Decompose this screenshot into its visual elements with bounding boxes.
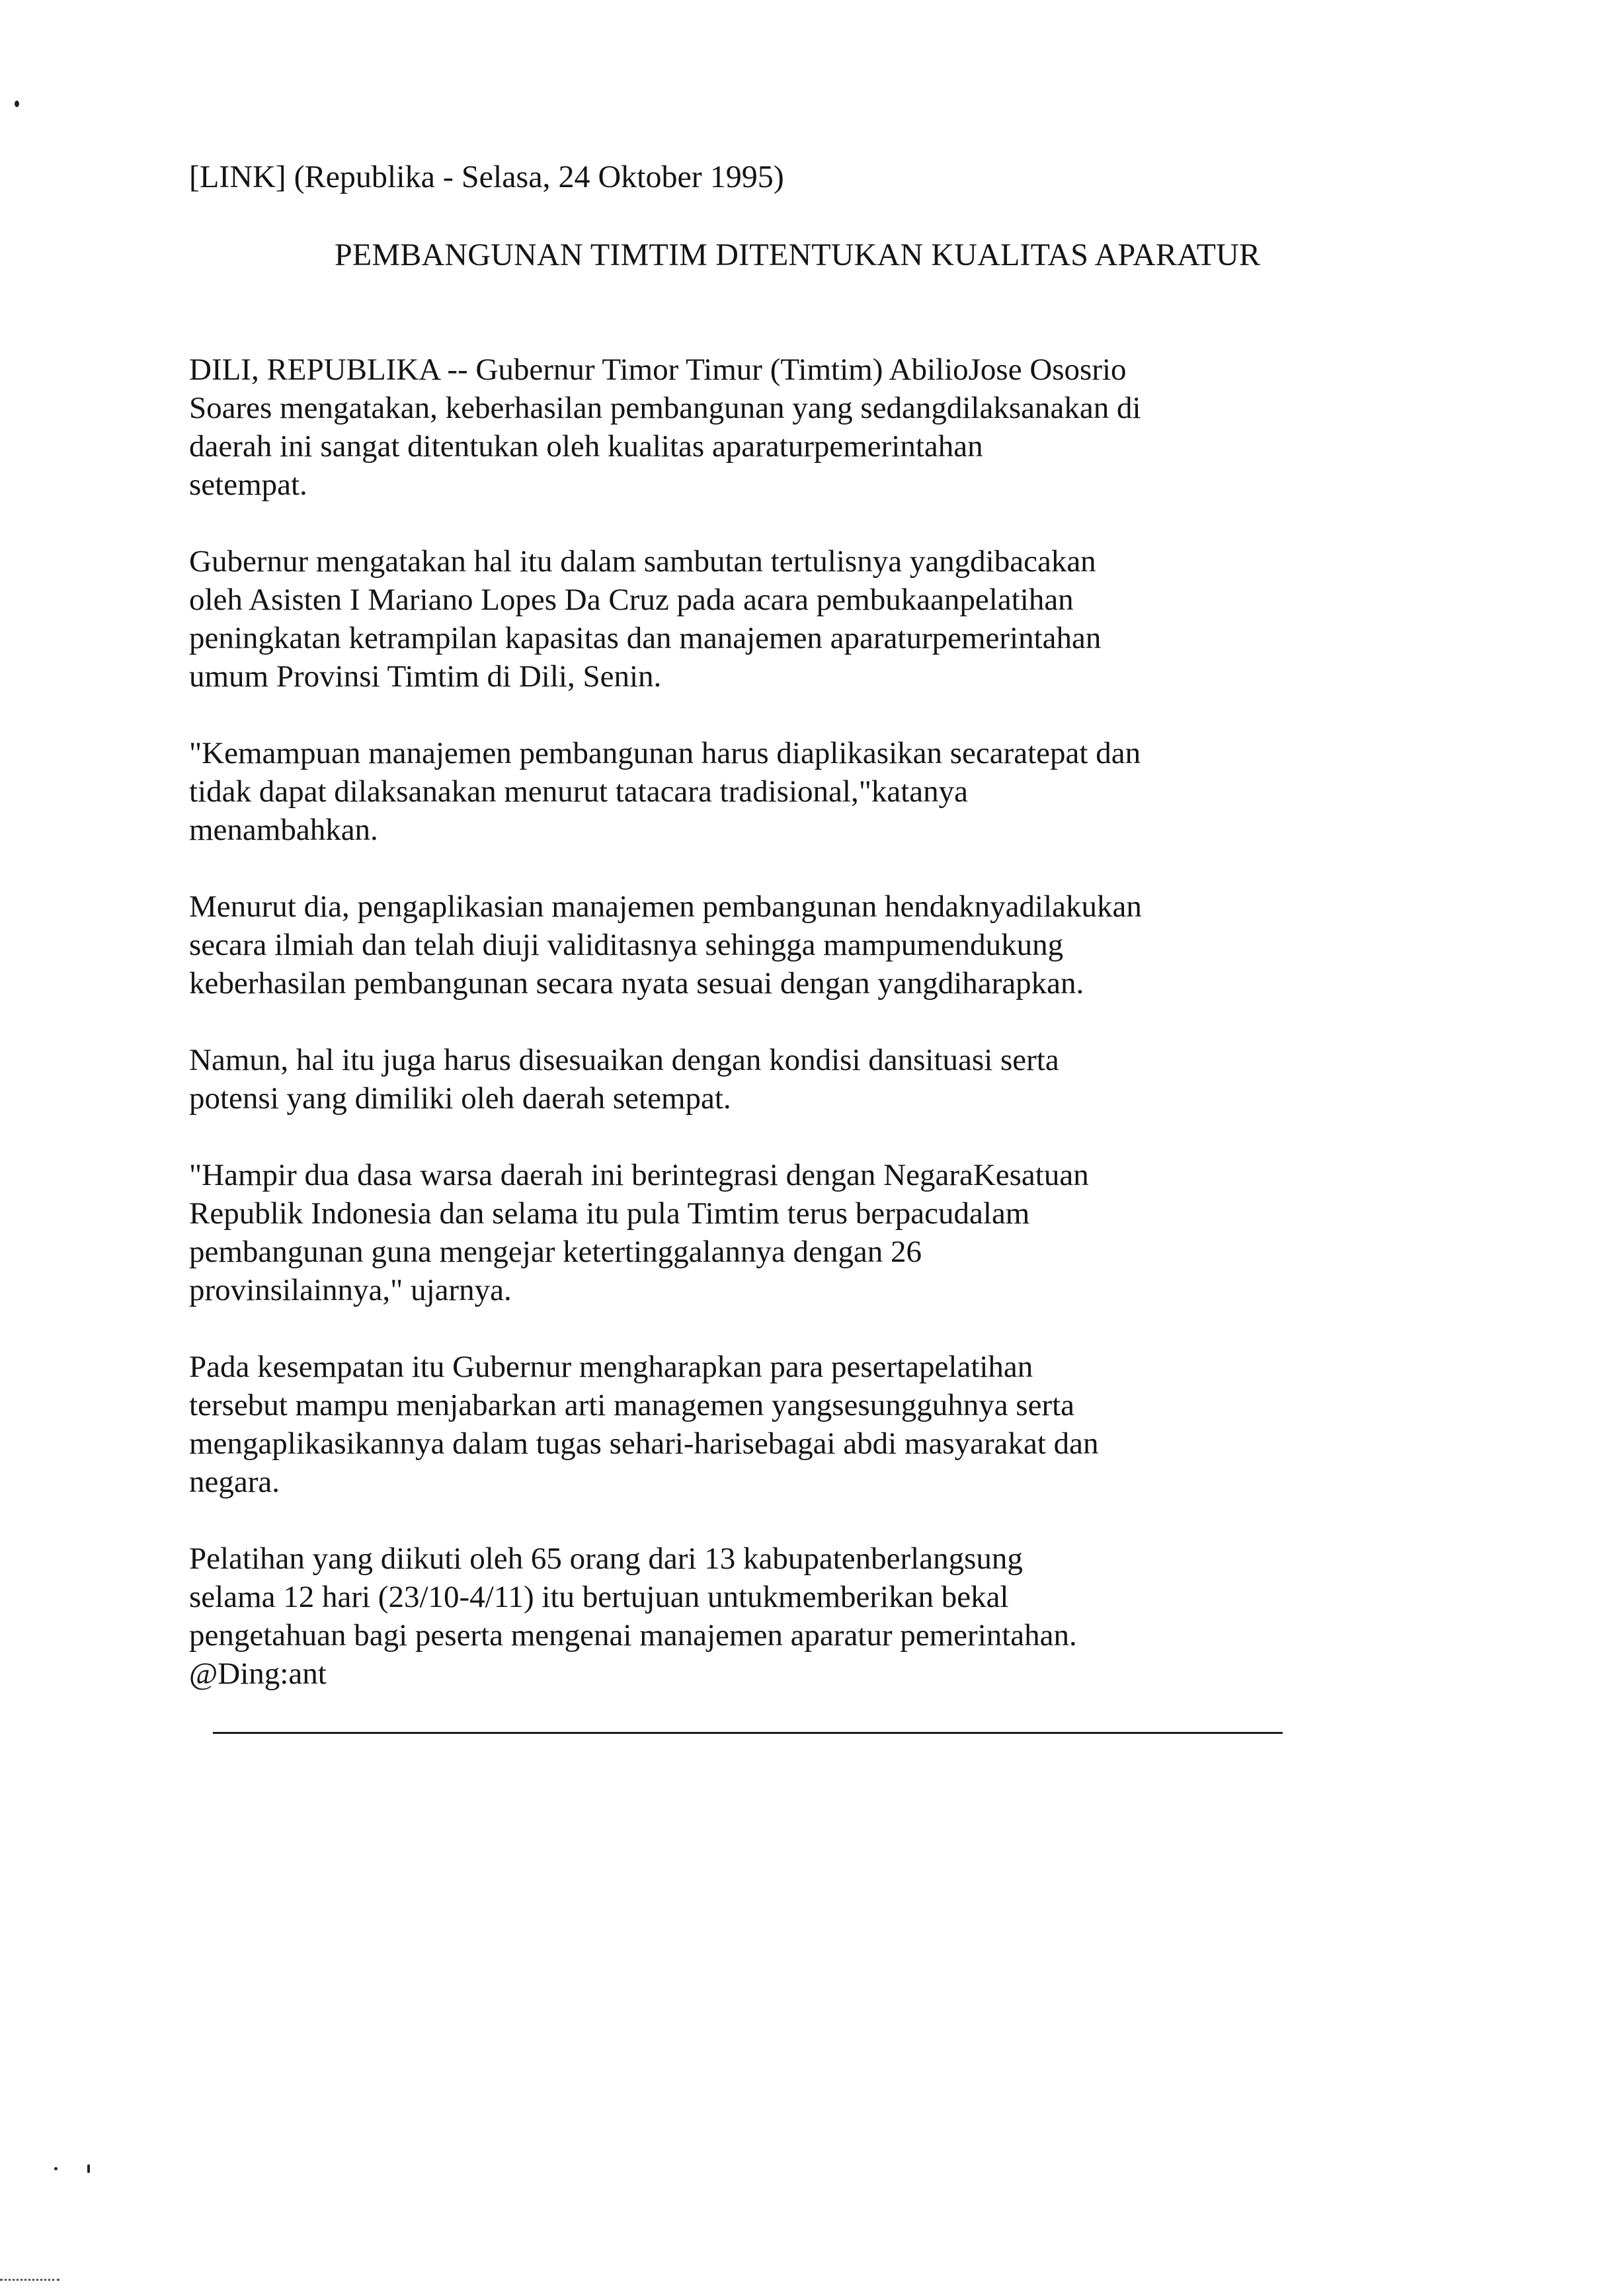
text-line: Republik Indonesia dan selama itu pula Timtim terus berpacudalam [189, 1196, 1030, 1231]
article-headline: PEMBANGUNAN TIMTIM DITENTUKAN KUALITAS APARATUR [335, 237, 1261, 272]
text-line: selama 12 hari (23/10-4/11) itu bertujuan untukmemberikan bekal [189, 1580, 1009, 1614]
text-line: setempat. [189, 468, 307, 502]
scan-edge-mark [0, 2279, 60, 2281]
text-line: Soares mengatakan, keberhasilan pembangunan yang sedangdilaksanakan di [189, 391, 1141, 425]
text-line: Menurut dia, pengaplikasian manajemen pembangunan hendaknyadilakukan [189, 889, 1142, 924]
text-line: negara. [189, 1465, 280, 1499]
text-line: Gubernur mengatakan hal itu dalam sambutan tertulisnya yangdibacakan [189, 544, 1096, 579]
text-line: oleh Asisten I Mariano Lopes Da Cruz pada acara pembukaanpelatihan [189, 583, 1074, 617]
text-line: "Hampir dua dasa warsa daerah ini berintegrasi dengan NegaraKesatuan [189, 1158, 1089, 1192]
text-line: pengetahuan bagi peserta mengenai manajemen aparatur pemerintahan. [189, 1618, 1077, 1653]
text-line: tidak dapat dilaksanakan menurut tatacara tradisional,"katanya [189, 774, 969, 809]
paragraph [189, 1041, 1326, 1118]
end-of-article-rule [213, 1732, 1283, 1734]
text-line: menambahkan. [189, 813, 378, 847]
text-line: keberhasilan pembangunan secara nyata sesuai dengan yangdiharapkan. [189, 966, 1084, 1001]
text-line: provinsilainnya," ujarnya. [189, 1273, 512, 1307]
text-line: "Kemampuan manajemen pembangunan harus diaplikasikan secaratepat dan [189, 736, 1141, 770]
text-line: tersebut mampu menjabarkan arti managemen yangsesungguhnya serta [189, 1388, 1075, 1422]
scan-speck [15, 101, 19, 107]
text-line: secara ilmiah dan telah diuji validitasnya sehingga mampumendukung [189, 928, 1064, 962]
paragraph [189, 887, 1326, 1003]
paragraph [189, 1348, 1326, 1501]
source-dateline: [LINK] (Republika - Selasa, 24 Oktober 1995) [189, 159, 784, 194]
paragraph [189, 542, 1326, 696]
text-line: daerah ini sangat ditentukan oleh kualitas aparaturpemerintahan [189, 429, 983, 464]
text-line: Namun, hal itu juga harus disesuaikan dengan kondisi dansituasi serta [189, 1043, 1059, 1077]
text-line: pembangunan guna mengejar ketertinggalannya dengan 26 [189, 1235, 922, 1269]
paragraph [189, 1156, 1326, 1309]
article-body [189, 350, 1326, 1731]
scan-speck [54, 2167, 58, 2170]
text-line: DILI, REPUBLIKA -- Gubernur Timor Timur (Timtim) AbilioJose Ososrio [189, 352, 1127, 387]
text-line: potensi yang dimiliki oleh daerah setempat. [189, 1081, 731, 1116]
text-line: mengaplikasikannya dalam tugas sehari-harisebagai abdi masyarakat dan [189, 1426, 1099, 1461]
text-line: umum Provinsi Timtim di Dili, Senin. [189, 659, 662, 694]
text-line: peningkatan ketrampilan kapasitas dan manajemen aparaturpemerintahan [189, 621, 1102, 655]
paragraph [189, 734, 1326, 849]
scan-speck [87, 2164, 90, 2173]
text-line: Pelatihan yang diikuti oleh 65 orang dari 13 kabupatenberlangsung [189, 1541, 1023, 1576]
paragraph [189, 350, 1326, 504]
paragraph [189, 1539, 1326, 1693]
author-signature: @Ding:ant [189, 1657, 327, 1691]
text-line: Pada kesempatan itu Gubernur mengharapkan para pesertapelatihan [189, 1350, 1033, 1384]
